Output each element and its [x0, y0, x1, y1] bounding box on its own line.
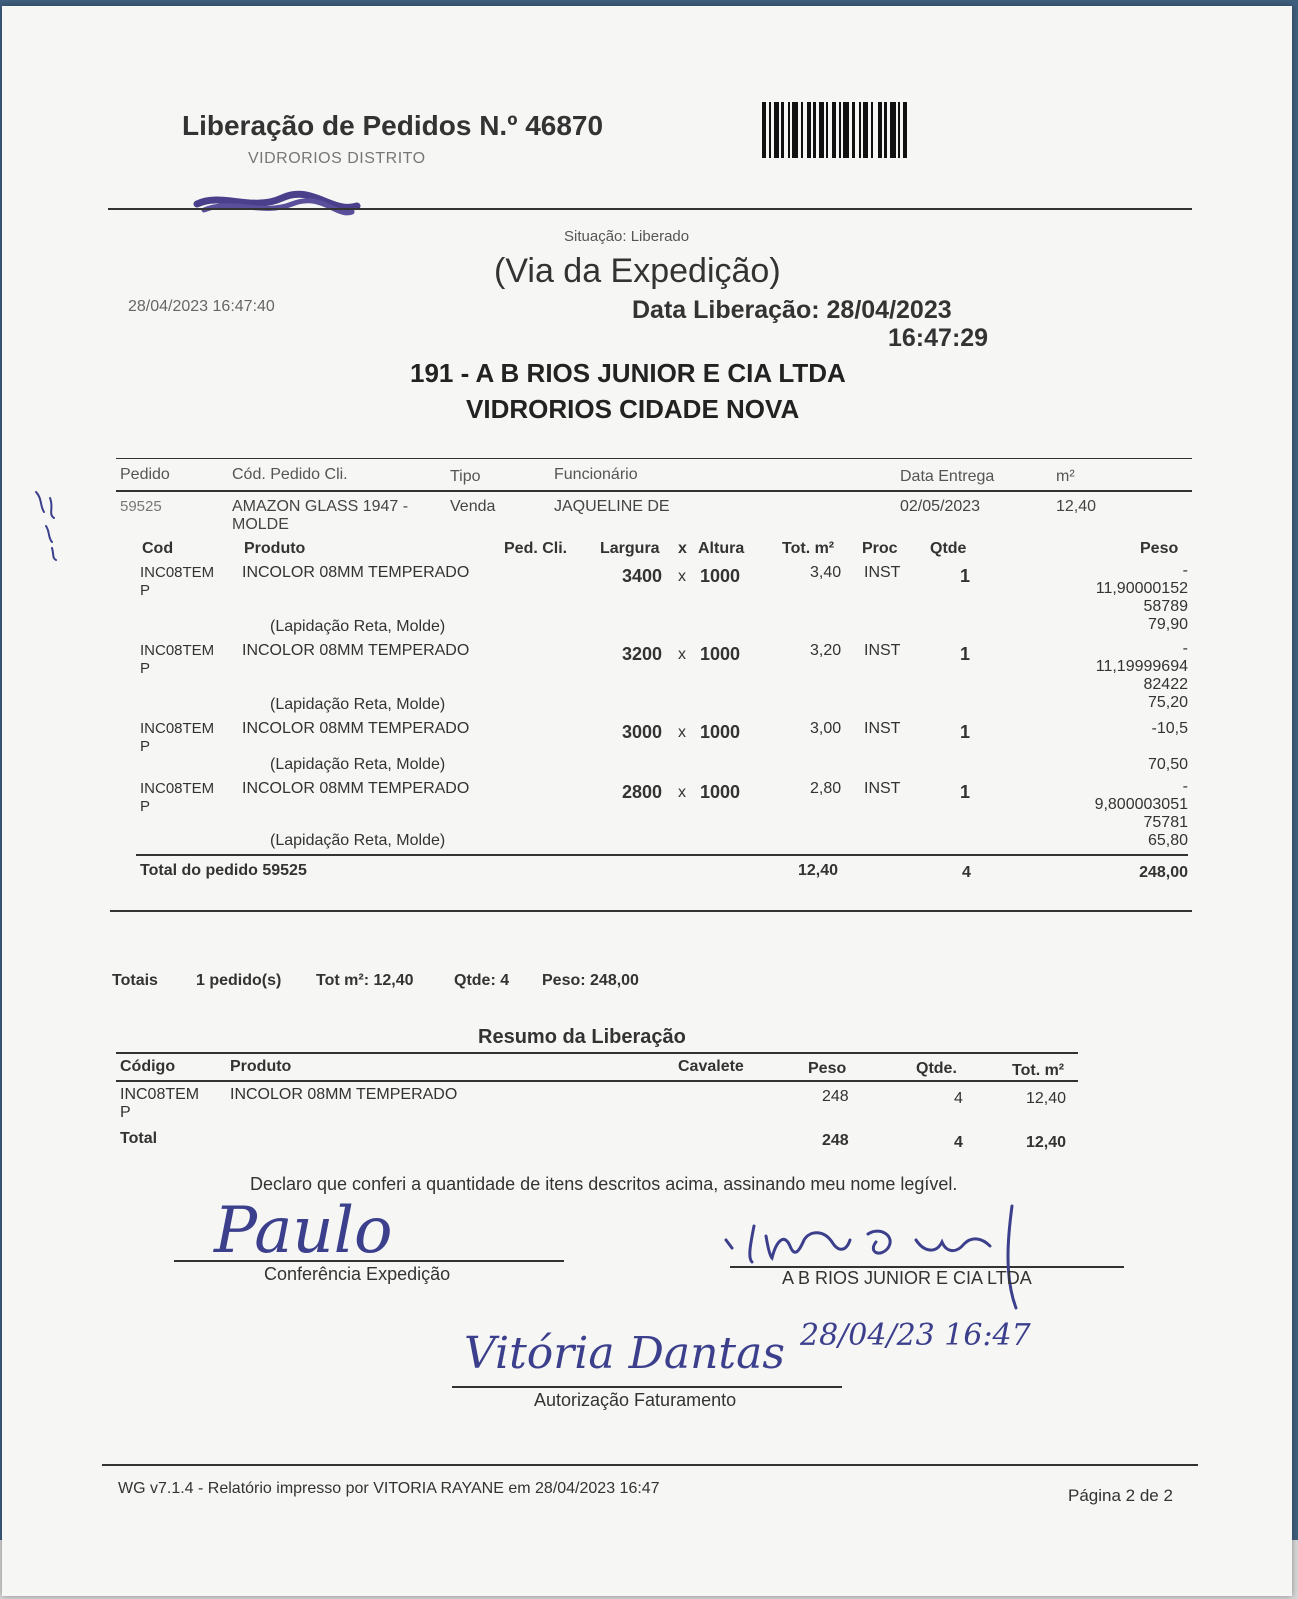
release-time: 16:47:29 — [888, 324, 989, 352]
item-col-produto: Produto — [244, 540, 306, 557]
item-cod-line2: P — [140, 660, 151, 677]
footer-divider — [102, 1464, 1198, 1466]
item-col-cod: Cod — [142, 540, 174, 557]
summary-weight: 248 — [822, 1088, 849, 1105]
totals-qty: Qtde: 4 — [454, 972, 510, 989]
item-weight-line: 79,90 — [1147, 616, 1188, 633]
header-divider — [108, 208, 1192, 210]
order-number: 59525 — [120, 498, 162, 515]
item-weight-line: - — [1182, 562, 1188, 579]
item-tot-m2: 3,40 — [810, 564, 842, 581]
item-weight-line: 82422 — [1143, 676, 1188, 693]
summary-header-line — [116, 1080, 1078, 1082]
item-weight-line: 9,800003051 — [1094, 796, 1188, 813]
item-qty: 1 — [960, 566, 971, 586]
order-client-code-1: AMAZON GLASS 1947 - — [232, 498, 409, 515]
summary-code-line2: P — [120, 1104, 131, 1121]
item-observation: (Lapidação Reta, Molde) — [270, 832, 446, 849]
client-label: A B RIOS JUNIOR E CIA LTDA — [782, 1268, 1032, 1288]
summary-col-cavalete: Cavalete — [678, 1058, 744, 1075]
item-qty: 1 — [960, 782, 971, 802]
section-divider — [110, 910, 1192, 912]
item-height: 1000 — [700, 566, 741, 586]
col-funcionario: Funcionário — [554, 466, 638, 483]
totals-label: Totais — [112, 972, 158, 989]
item-weight-line: - — [1182, 640, 1188, 657]
situation-status: Situação: Liberado — [564, 228, 690, 245]
item-col-qtde: Qtde — [930, 540, 967, 557]
item-weight-line: 70,50 — [1147, 756, 1188, 773]
summary-col-qtde: Qtde. — [916, 1060, 957, 1077]
customer-name: 191 - A B RIOS JUNIOR E CIA LTDA — [410, 358, 846, 388]
order-total-qty: 4 — [962, 864, 971, 881]
redaction-scribble-icon — [192, 184, 362, 224]
item-col-tot-m2: Tot. m² — [782, 540, 835, 557]
release-date: Data Liberação: 28/04/2023 — [632, 296, 952, 324]
col-cod-pedido-cli: Cód. Pedido Cli. — [232, 466, 348, 483]
item-tot-m2: 3,00 — [810, 720, 842, 737]
summary-code-line1: INC08TEM — [120, 1086, 200, 1103]
customer-store: VIDRORIOS CIDADE NOVA — [466, 394, 800, 424]
summary-top-line — [116, 1052, 1078, 1054]
summary-total-label: Total — [120, 1130, 158, 1147]
totals-orders: 1 pedido(s) — [196, 972, 282, 989]
autorizacao-signature: Vitória Dantas — [464, 1328, 785, 1379]
item-cod-line2: P — [140, 738, 151, 755]
conferencia-label: Conferência Expedição — [264, 1264, 451, 1284]
item-height: 1000 — [700, 644, 741, 664]
item-col-ped-cli: Ped. Cli. — [504, 540, 568, 557]
item-cod-line1: INC08TEM — [140, 642, 215, 659]
item-proc: INST — [864, 720, 901, 737]
item-col-altura: Altura — [698, 540, 745, 557]
summary-total-qty: 4 — [954, 1134, 963, 1151]
order-total-weight: 248,00 — [1139, 864, 1188, 881]
col-pedido: Pedido — [120, 466, 170, 483]
autorizacao-label: Autorização Faturamento — [534, 1390, 737, 1410]
order-top-line — [116, 458, 1192, 459]
company-name: VIDRORIOS DISTRITO — [248, 150, 426, 167]
col-m2: m² — [1056, 468, 1075, 485]
summary-tot-m2: 12,40 — [1026, 1090, 1067, 1107]
item-cod-line1: INC08TEM — [140, 564, 215, 581]
item-weight-line: 75781 — [1143, 814, 1188, 831]
item-weight-line: 65,80 — [1147, 832, 1188, 849]
item-observation: (Lapidação Reta, Molde) — [270, 756, 446, 773]
margin-scribble-icon — [28, 484, 68, 564]
copy-type-title: (Via da Expedição) — [494, 252, 781, 290]
declaration-text: Declaro que conferi a quantidade de itens descritos acima, assinando meu nome legível. — [250, 1174, 958, 1194]
item-col-largura: Largura — [600, 540, 660, 557]
handwritten-date: 28/04/23 16:47 — [800, 1318, 1031, 1353]
item-proc: INST — [864, 780, 901, 797]
item-weight-line: 58789 — [1143, 598, 1188, 615]
order-total-m2: 12,40 — [798, 862, 839, 879]
item-weight-line: 11,90000152 — [1095, 580, 1188, 597]
item-proc: INST — [864, 642, 901, 659]
item-col-x: x — [678, 540, 687, 557]
item-tot-m2: 2,80 — [810, 780, 842, 797]
item-observation: (Lapidação Reta, Molde) — [270, 618, 446, 635]
summary-total-m2: 12,40 — [1026, 1134, 1067, 1151]
item-height: 1000 — [700, 722, 741, 742]
order-header-line — [116, 490, 1192, 492]
item-product: INCOLOR 08MM TEMPERADO — [242, 642, 470, 659]
item-x: x — [678, 568, 686, 585]
item-x: x — [678, 646, 686, 663]
item-cod-line1: INC08TEM — [140, 720, 215, 737]
order-delivery-date: 02/05/2023 — [900, 498, 981, 515]
summary-col-tot-m2: Tot. m² — [1012, 1062, 1065, 1079]
col-tipo: Tipo — [450, 468, 481, 485]
item-weight-line: - — [1182, 778, 1188, 795]
summary-qty: 4 — [954, 1090, 963, 1107]
item-cod-line2: P — [140, 582, 151, 599]
item-col-proc: Proc — [862, 540, 898, 557]
order-m2: 12,40 — [1056, 498, 1097, 515]
totals-weight: Peso: 248,00 — [542, 972, 639, 989]
order-total-label: Total do pedido 59525 — [140, 862, 307, 879]
item-width: 3400 — [622, 566, 663, 586]
document-title: Liberação de Pedidos N.º 46870 — [182, 110, 604, 141]
totals-m2: Tot m²: 12,40 — [316, 972, 414, 989]
item-product: INCOLOR 08MM TEMPERADO — [242, 564, 470, 581]
summary-product: INCOLOR 08MM TEMPERADO — [230, 1086, 458, 1103]
item-weight-line: 75,20 — [1147, 694, 1188, 711]
summary-total-weight: 248 — [822, 1132, 849, 1149]
order-total-line — [136, 854, 1188, 856]
item-proc: INST — [864, 564, 901, 581]
col-data-entrega: Data Entrega — [900, 468, 995, 485]
order-employee: JAQUELINE DE — [554, 498, 670, 515]
item-weight-line: -10,5 — [1151, 720, 1188, 737]
item-product: INCOLOR 08MM TEMPERADO — [242, 780, 470, 797]
item-cod-line1: INC08TEM — [140, 780, 215, 797]
item-qty: 1 — [960, 722, 971, 742]
footer-print-info: WG v7.1.4 - Relatório impresso por VITORIA RAYANE em 28/04/2023 16:47 — [118, 1480, 660, 1497]
item-x: x — [678, 724, 686, 741]
item-weight-line: 11,19999694 — [1095, 658, 1188, 675]
item-width: 3200 — [622, 644, 663, 664]
summary-col-produto: Produto — [230, 1058, 292, 1075]
summary-col-codigo: Código — [120, 1058, 176, 1075]
summary-title: Resumo da Liberação — [478, 1026, 686, 1048]
order-type: Venda — [450, 498, 496, 515]
item-col-peso: Peso — [1140, 540, 1179, 557]
page-number: Página 2 de 2 — [1068, 1486, 1173, 1505]
item-x: x — [678, 784, 686, 801]
document-page — [2, 6, 1292, 1596]
item-height: 1000 — [700, 782, 741, 802]
conferencia-signature: Paulo — [214, 1194, 393, 1268]
print-datetime: 28/04/2023 16:47:40 — [128, 298, 275, 315]
item-product: INCOLOR 08MM TEMPERADO — [242, 720, 470, 737]
signature-line-autorizacao — [452, 1386, 842, 1388]
item-width: 2800 — [622, 782, 663, 802]
item-qty: 1 — [960, 644, 971, 664]
item-cod-line2: P — [140, 798, 151, 815]
barcode-icon — [762, 102, 958, 158]
client-signature-icon — [720, 1196, 1030, 1316]
item-tot-m2: 3,20 — [810, 642, 842, 659]
item-observation: (Lapidação Reta, Molde) — [270, 696, 446, 713]
order-client-code-2: MOLDE — [232, 516, 289, 533]
item-width: 3000 — [622, 722, 663, 742]
summary-col-peso: Peso — [808, 1060, 847, 1077]
